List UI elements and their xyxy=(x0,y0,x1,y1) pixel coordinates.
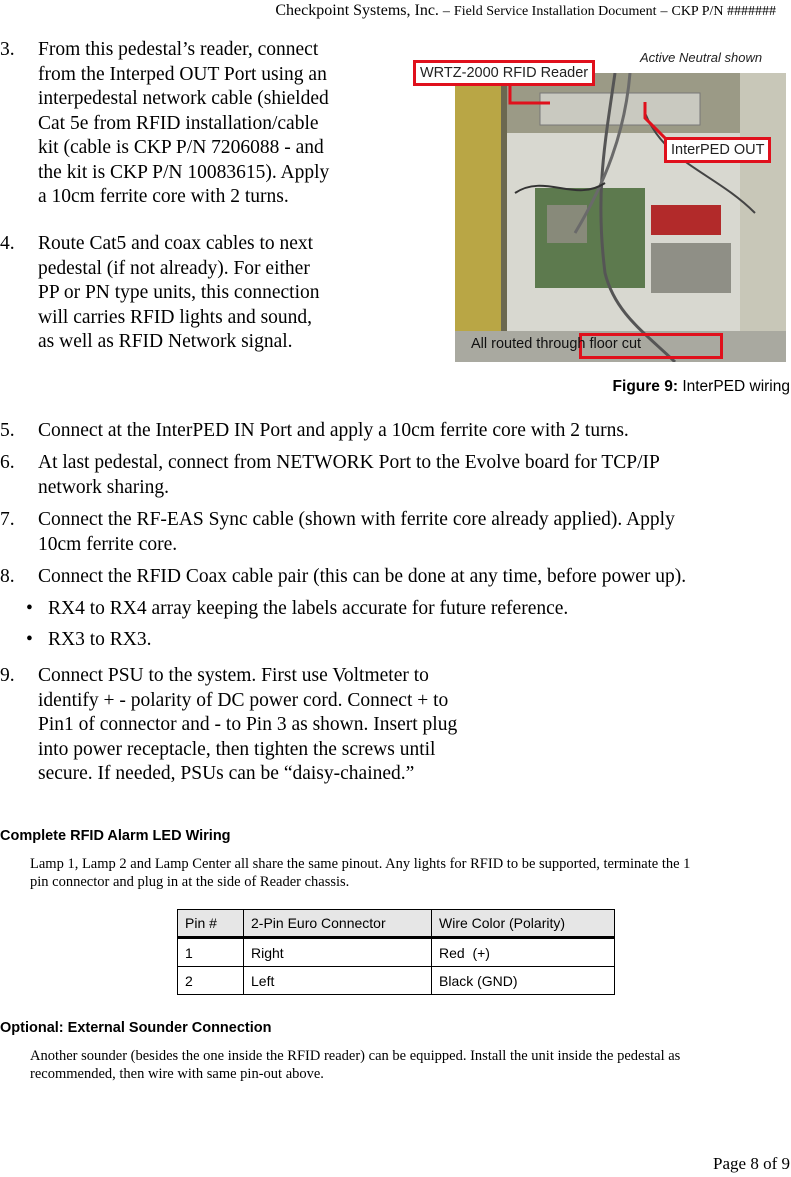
callout-arrows xyxy=(455,60,786,360)
step-text xyxy=(38,664,558,787)
section-heading-led-wiring: Complete RFID Alarm LED Wiring xyxy=(0,828,231,844)
text-line: Route Cat5 and coax cables to next xyxy=(38,233,314,254)
led-wiring-paragraph xyxy=(30,855,790,891)
figure-caption xyxy=(613,378,790,396)
text-line: Cat 5e from RFID installation/cable xyxy=(38,112,319,134)
list-item xyxy=(26,597,726,622)
step-number: 3. xyxy=(0,39,15,60)
step-text xyxy=(38,419,629,444)
step-number: 8. xyxy=(0,566,15,587)
document-type: Field Service Installation Document xyxy=(453,4,657,19)
bullet-text: RX4 to RX4 array keeping the labels accurate for future reference. xyxy=(48,598,569,619)
text-line: Lamp 1, Lamp 2 and Lamp Center all share the same pinout. Any lights for RFID to be supported, terminate the 1 xyxy=(30,856,691,872)
list-item xyxy=(26,628,726,653)
step-8 xyxy=(0,565,791,590)
table-cell: Black (GND) xyxy=(432,967,615,995)
table-row xyxy=(178,938,615,967)
callout-rfid-reader: WRTZ-2000 RFID Reader xyxy=(413,60,595,86)
figure-note: Active Neutral shown xyxy=(640,50,763,65)
text-line: Connect PSU to the system. First use Voltmeter to xyxy=(38,665,429,686)
step-number: 4. xyxy=(0,233,15,254)
column-header: Wire Color (Polarity) xyxy=(432,910,615,938)
text-line: interpedestal network cable (shielded xyxy=(38,88,329,109)
text-line: pedestal (if not already). For either xyxy=(38,257,310,279)
text-line: pin connector and plug in at the side of Reader chassis. xyxy=(30,874,350,890)
table-cell: Left xyxy=(244,967,432,995)
text-line: secure. If needed, PSUs can be “daisy-chained.” xyxy=(38,763,415,784)
text-line: from the Interped OUT Port using an xyxy=(38,63,327,85)
text-line: network sharing. xyxy=(38,476,170,498)
step-text xyxy=(38,508,675,557)
step-3 xyxy=(0,38,420,218)
text-line: From this pedestal’s reader, connect xyxy=(38,39,319,60)
step-7 xyxy=(0,508,791,558)
step-text xyxy=(38,38,418,210)
text-line: Connect the RFID Coax cable pair (this can be done at any time, before power up). xyxy=(38,566,687,587)
text-line: a 10cm ferrite core with 2 turns. xyxy=(38,186,289,207)
text-line: recommended, then wire with same pin-out above. xyxy=(30,1066,324,1082)
text-line: Connect at the InterPED IN Port and apply a 10cm ferrite core with 2 turns. xyxy=(38,420,629,441)
part-number: CKP P/N ####### xyxy=(671,4,776,19)
text-line: 10cm ferrite core. xyxy=(38,533,178,555)
interped-arrow xyxy=(645,102,667,140)
step-number: 5. xyxy=(0,420,15,441)
table-header-row xyxy=(178,910,615,938)
text-line: will carries RFID lights and sound, xyxy=(38,306,313,328)
text-line: Connect the RF-EAS Sync cable (shown with ferrite core already applied). Apply xyxy=(38,509,675,530)
header-separator: – xyxy=(660,4,668,19)
text-line: as well as RFID Network signal. xyxy=(38,331,293,352)
step-4 xyxy=(0,232,420,362)
text-line: At last pedestal, connect from NETWORK Port to the Evolve board for TCP/IP xyxy=(38,452,660,473)
step-number: 6. xyxy=(0,452,15,473)
text-line: Pin1 of connector and - to Pin 3 as shown. Insert plug xyxy=(38,714,458,735)
step-text xyxy=(38,565,686,590)
column-header: 2-Pin Euro Connector xyxy=(244,910,432,938)
table-row xyxy=(178,967,615,995)
step-9 xyxy=(0,664,560,794)
bullet-mark: • xyxy=(26,629,33,650)
page-number: Page 8 of 9 xyxy=(713,1154,790,1173)
text-line: identify + - polarity of DC power cord. Connect + to xyxy=(38,689,449,711)
table-cell: Right xyxy=(244,938,432,967)
page-header xyxy=(0,2,776,20)
table-cell: 2 xyxy=(178,967,244,995)
table-cell: Red (+) xyxy=(432,938,615,967)
figure-label: Figure 9: xyxy=(612,378,678,395)
callout-interped-out: InterPED OUT xyxy=(664,137,771,163)
step-text xyxy=(38,451,660,500)
text-line: the kit is CKP P/N 10083615). Apply xyxy=(38,161,330,183)
step-5 xyxy=(0,419,791,444)
section-heading-external-sounder: Optional: External Sounder Connection xyxy=(0,1020,272,1036)
text-line: kit (cable is CKP P/N 7206088 - and xyxy=(38,137,324,158)
figure-title: InterPED wiring xyxy=(682,378,790,395)
bullet-mark: • xyxy=(26,598,33,619)
company-name: Checkpoint Systems, Inc. xyxy=(275,2,439,19)
header-separator: – xyxy=(442,4,450,19)
step-number: 9. xyxy=(0,665,15,686)
table-cell: 1 xyxy=(178,938,244,967)
callout-floor-cut: All routed through floor cut xyxy=(471,336,642,352)
pin-table xyxy=(177,909,615,995)
column-header: Pin # xyxy=(178,910,244,938)
text-line: into power receptacle, then tighten the screws until xyxy=(38,738,436,760)
text-line: Another sounder (besides the one inside the RFID reader) can be equipped. Install the unit inside the pedestal as xyxy=(30,1048,681,1064)
reader-arrow xyxy=(510,85,550,103)
step-text xyxy=(38,232,418,355)
bullet-text: RX3 to RX3. xyxy=(48,629,152,650)
text-line: PP or PN type units, this connection xyxy=(38,282,320,303)
step-number: 7. xyxy=(0,509,15,530)
step-6 xyxy=(0,451,791,501)
sounder-paragraph xyxy=(30,1047,790,1083)
